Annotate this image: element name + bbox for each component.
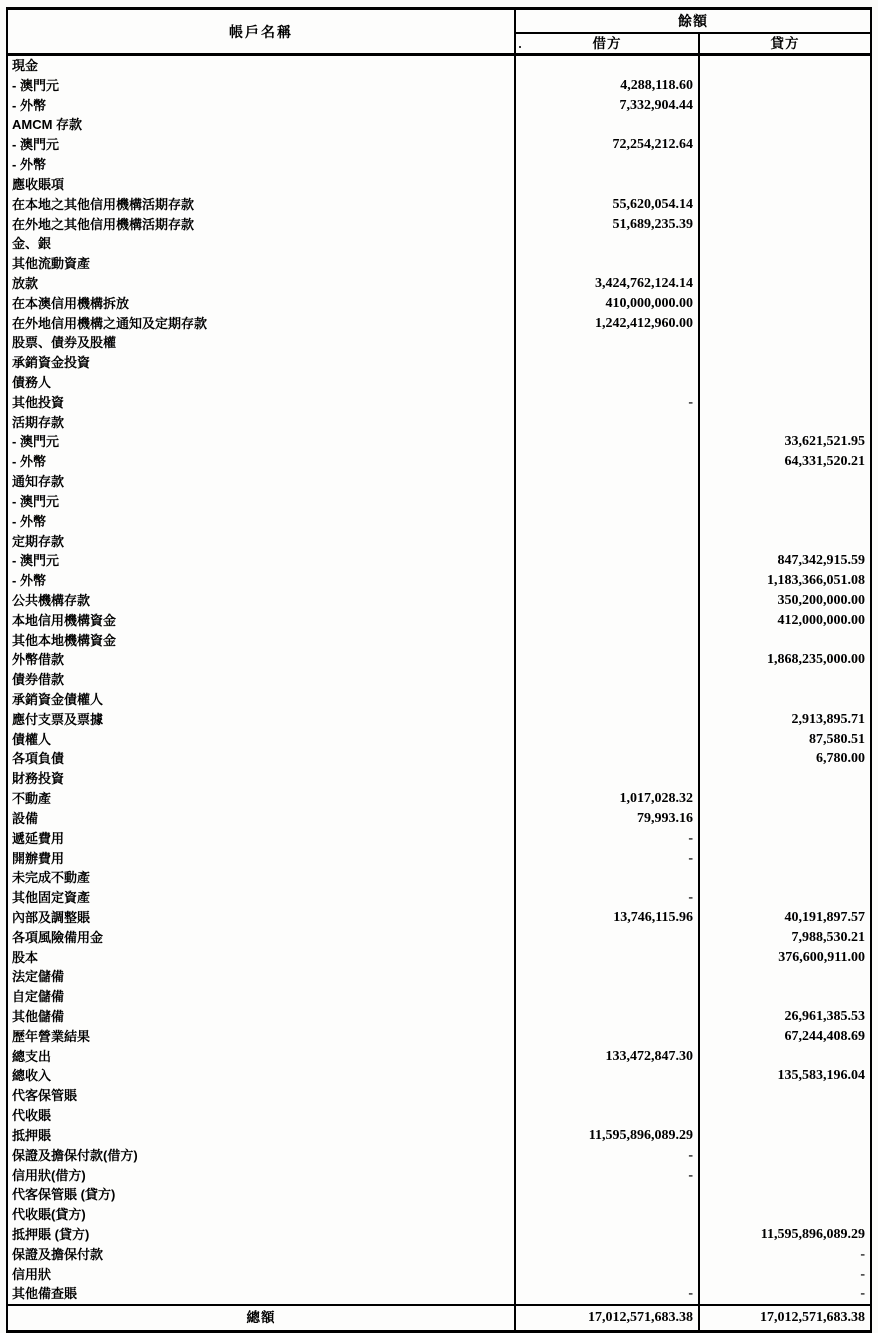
account-name-cell: 債務人 — [8, 373, 516, 393]
debit-value-cell: 1,017,028.32 — [516, 789, 700, 809]
credit-value-cell: 135,583,196.04 — [777, 1068, 865, 1084]
credit-value-cell: 376,600,911.00 — [778, 949, 865, 965]
table-row — [8, 413, 870, 433]
credit-value-cell — [700, 234, 870, 254]
debit-value-cell — [516, 928, 700, 948]
table-row — [8, 353, 870, 373]
credit-value-cell — [700, 1166, 870, 1186]
credit-value-cell — [700, 1185, 870, 1205]
account-name-cell: 總支出 — [8, 1047, 516, 1067]
credit-value-cell — [700, 373, 870, 393]
debit-value-cell — [516, 631, 700, 651]
debit-value-cell: 79,993.16 — [516, 809, 700, 829]
debit-value-cell — [516, 571, 700, 591]
debit-value-cell — [516, 1265, 700, 1285]
credit-value-cell: 40,191,897.57 — [784, 909, 865, 925]
debit-value-cell — [516, 1205, 700, 1225]
table-row — [8, 294, 870, 314]
table-row — [8, 432, 870, 452]
credit-value-cell — [700, 888, 870, 908]
table-row — [8, 175, 870, 195]
account-name-cell: 代客保管賬 — [8, 1086, 516, 1106]
account-name-cell: - 外幣 — [8, 512, 516, 532]
debit-value-cell — [516, 472, 700, 492]
credit-value-cell — [700, 809, 870, 829]
table-row — [8, 690, 870, 710]
credit-value-cell — [700, 1205, 870, 1225]
table-row — [8, 1225, 870, 1245]
account-name-cell: 各項風險備用金 — [8, 928, 516, 948]
col-header-credit: 貸方 — [770, 36, 800, 51]
table-row — [8, 1007, 870, 1027]
credit-value-cell: 7,988,530.21 — [791, 929, 865, 945]
table-row — [8, 1126, 870, 1146]
account-name-cell: 應付支票及票據 — [8, 710, 516, 730]
table-row — [8, 1284, 870, 1304]
table-row — [8, 908, 870, 928]
credit-value-cell — [700, 849, 870, 869]
debit-value-cell — [516, 670, 700, 690]
credit-value-cell — [700, 76, 870, 96]
col-header-debit: 借方 — [516, 34, 700, 53]
table-row — [8, 730, 870, 750]
credit-value-cell — [700, 254, 870, 274]
table-row — [8, 1166, 870, 1186]
account-name-cell: 信用狀(借方) — [8, 1166, 516, 1186]
debit-value-cell — [516, 1066, 700, 1086]
account-name-cell: 未完成不動產 — [8, 868, 516, 888]
account-name-cell: 外幣借款 — [8, 650, 516, 670]
credit-value-cell — [700, 769, 870, 789]
debit-value-cell: 11,595,896,089.29 — [516, 1126, 700, 1146]
debit-value-cell — [516, 987, 700, 1007]
debit-value-cell: 72,254,212.64 — [516, 135, 700, 155]
credit-value-cell — [700, 1126, 870, 1146]
account-name-cell: 股本 — [8, 948, 516, 968]
debit-value-cell: 3,424,762,124.14 — [516, 274, 700, 294]
balance-header-group — [516, 10, 870, 53]
account-name-cell: 總收入 — [8, 1066, 516, 1086]
account-name-cell: 代客保管賬 (貸方) — [8, 1185, 516, 1205]
credit-value-cell: 847,342,915.59 — [777, 553, 865, 569]
debit-value-cell: - — [516, 829, 700, 849]
table-row — [8, 948, 870, 968]
account-name-cell: 內部及調整賬 — [8, 908, 516, 928]
table-row — [8, 967, 870, 987]
debit-value-cell — [516, 1225, 700, 1245]
debit-value-cell: 4,288,118.60 — [516, 76, 700, 96]
debit-value-cell — [516, 611, 700, 631]
debit-value-cell — [516, 1086, 700, 1106]
debit-value-cell — [516, 254, 700, 274]
credit-value-cell — [700, 789, 870, 809]
debit-value-cell — [516, 1007, 700, 1027]
account-name-cell: - 澳門元 — [8, 492, 516, 512]
account-name-cell: 債券借款 — [8, 670, 516, 690]
debit-value-cell — [516, 1245, 700, 1265]
table-row — [8, 1245, 870, 1265]
credit-value-cell — [700, 195, 870, 215]
table-row — [8, 631, 870, 651]
table-row — [8, 650, 870, 670]
table-header — [8, 10, 870, 56]
table-row — [8, 195, 870, 215]
debit-value-cell — [516, 155, 700, 175]
debit-value-cell — [516, 967, 700, 987]
debit-value-cell — [516, 551, 700, 571]
table-row — [8, 1066, 870, 1086]
table-row — [8, 1027, 870, 1047]
debit-value-cell — [516, 1185, 700, 1205]
debit-value-cell — [516, 452, 700, 472]
debit-value-cell — [516, 749, 700, 769]
credit-value-cell: 33,621,521.95 — [784, 434, 865, 450]
account-name-cell: 其他本地機構資金 — [8, 631, 516, 651]
account-name-cell: 抵押賬 (貸方) — [8, 1225, 516, 1245]
table-body — [8, 56, 870, 1304]
credit-value-cell — [700, 155, 870, 175]
table-row — [8, 452, 870, 472]
debit-value-cell: - — [516, 1146, 700, 1166]
account-name-cell: 放款 — [8, 274, 516, 294]
table-row — [8, 987, 870, 1007]
debit-value-cell: 410,000,000.00 — [516, 294, 700, 314]
debit-value-cell — [516, 333, 700, 353]
credit-value-cell — [700, 314, 870, 334]
table-row — [8, 135, 870, 155]
account-name-cell: 遞延費用 — [8, 829, 516, 849]
credit-value-cell — [700, 472, 870, 492]
debit-value-cell — [516, 56, 700, 76]
table-row — [8, 1185, 870, 1205]
credit-value-cell — [700, 868, 870, 888]
account-name-cell: AMCM 存款 — [8, 115, 516, 135]
credit-value-cell — [700, 96, 870, 116]
account-name-cell: 本地信用機構資金 — [8, 611, 516, 631]
credit-value-cell — [700, 56, 870, 76]
credit-value-cell: - — [860, 1266, 865, 1282]
debit-value-cell — [516, 769, 700, 789]
account-name-cell: 在外地之其他信用機構活期存款 — [8, 215, 516, 235]
credit-value-cell — [700, 115, 870, 135]
table-row — [8, 333, 870, 353]
table-row — [8, 56, 870, 76]
credit-value-cell: 1,868,235,000.00 — [767, 652, 865, 668]
table-row — [8, 1265, 870, 1285]
debit-value-cell: - — [516, 1284, 700, 1304]
table-row — [8, 492, 870, 512]
account-name-cell: - 外幣 — [8, 571, 516, 591]
credit-value-cell — [700, 631, 870, 651]
total-label: 總額 — [8, 1306, 516, 1330]
table-row — [8, 670, 870, 690]
account-name-cell: 在本地之其他信用機構活期存款 — [8, 195, 516, 215]
debit-value-cell: - — [516, 888, 700, 908]
table-row — [8, 115, 870, 135]
account-name-cell: 歷年營業結果 — [8, 1027, 516, 1047]
table-row — [8, 234, 870, 254]
debit-value-cell: 7,332,904.44 — [516, 96, 700, 116]
credit-value-cell: 67,244,408.69 — [784, 1028, 865, 1044]
table-row — [8, 809, 870, 829]
total-row — [8, 1304, 870, 1330]
account-name-cell: - 澳門元 — [8, 135, 516, 155]
col-header-balance: 餘額 — [516, 10, 870, 34]
account-name-cell: 在外地信用機構之通知及定期存款 — [8, 314, 516, 334]
account-name-cell: 不動產 — [8, 789, 516, 809]
table-row — [8, 769, 870, 789]
table-row — [8, 1047, 870, 1067]
debit-value-cell — [516, 650, 700, 670]
debit-value-cell — [516, 115, 700, 135]
debit-value-cell — [516, 175, 700, 195]
table-row — [8, 611, 870, 631]
credit-value-cell: 412,000,000.00 — [777, 612, 865, 628]
table-row — [8, 1086, 870, 1106]
debit-value-cell: 13,746,115.96 — [516, 908, 700, 928]
debit-value-cell — [516, 591, 700, 611]
table-row — [8, 393, 870, 413]
debit-value-cell — [516, 492, 700, 512]
table-row — [8, 76, 870, 96]
debit-value-cell — [516, 868, 700, 888]
credit-value-cell: 11,595,896,089.29 — [760, 1226, 865, 1242]
account-name-cell: 代收賬(貸方) — [8, 1205, 516, 1225]
account-name-cell: 保證及擔保付款(借方) — [8, 1146, 516, 1166]
balance-table — [6, 7, 872, 1333]
credit-value-cell — [700, 393, 870, 413]
table-row — [8, 155, 870, 175]
account-name-cell: - 外幣 — [8, 452, 516, 472]
debit-value-cell — [516, 532, 700, 552]
credit-value-cell — [700, 492, 870, 512]
total-credit-value: 17,012,571,683.38 — [760, 1310, 865, 1326]
account-name-cell: 自定儲備 — [8, 987, 516, 1007]
debit-value-cell: 133,472,847.30 — [516, 1047, 700, 1067]
account-name-cell: - 澳門元 — [8, 76, 516, 96]
table-row — [8, 928, 870, 948]
table-row — [8, 254, 870, 274]
table-row — [8, 789, 870, 809]
debit-value-cell — [516, 234, 700, 254]
credit-value-cell — [700, 175, 870, 195]
credit-value-cell: 64,331,520.21 — [784, 454, 865, 470]
table-row — [8, 1146, 870, 1166]
credit-value-cell: 6,780.00 — [816, 751, 865, 767]
table-row — [8, 749, 870, 769]
credit-value-cell — [700, 135, 870, 155]
credit-value-cell — [700, 1106, 870, 1126]
debit-value-cell: 55,620,054.14 — [516, 195, 700, 215]
account-name-cell: 財務投資 — [8, 769, 516, 789]
account-name-cell: 公共機構存款 — [8, 591, 516, 611]
account-name-cell: 保證及擔保付款 — [8, 1245, 516, 1265]
debit-value-cell: - — [516, 1166, 700, 1186]
account-name-cell: 設備 — [8, 809, 516, 829]
credit-value-cell — [700, 353, 870, 373]
debit-value-cell — [516, 373, 700, 393]
debit-value-cell — [516, 1027, 700, 1047]
debit-value-cell: 1,242,412,960.00 — [516, 314, 700, 334]
debit-value-cell: 51,689,235.39 — [516, 215, 700, 235]
table-row — [8, 710, 870, 730]
account-name-cell: - 澳門元 — [8, 551, 516, 571]
table-row — [8, 274, 870, 294]
credit-value-cell — [700, 1146, 870, 1166]
table-row — [8, 215, 870, 235]
credit-value-cell: 2,913,895.71 — [791, 711, 865, 727]
credit-value-cell — [700, 670, 870, 690]
debit-value-cell — [516, 353, 700, 373]
account-name-cell: 法定儲備 — [8, 967, 516, 987]
table-row — [8, 849, 870, 869]
table-row — [8, 373, 870, 393]
credit-value-cell — [700, 512, 870, 532]
account-name-cell: 代收賬 — [8, 1106, 516, 1126]
table-row — [8, 532, 870, 552]
table-row — [8, 829, 870, 849]
credit-value-cell: 1,183,366,051.08 — [767, 573, 865, 589]
table-row — [8, 571, 870, 591]
account-name-cell: 定期存款 — [8, 532, 516, 552]
debit-value-cell — [516, 512, 700, 532]
credit-value-cell: 350,200,000.00 — [777, 592, 865, 608]
credit-value-cell — [700, 1047, 870, 1067]
account-name-cell: 開辦費用 — [8, 849, 516, 869]
credit-value-cell — [700, 987, 870, 1007]
credit-value-cell — [700, 413, 870, 433]
table-row — [8, 868, 870, 888]
debit-value-cell — [516, 1106, 700, 1126]
account-name-cell: 抵押賬 — [8, 1126, 516, 1146]
table-row — [8, 591, 870, 611]
account-name-cell: 在本澳信用機構拆放 — [8, 294, 516, 314]
debit-value-cell — [516, 730, 700, 750]
debit-value-cell — [516, 948, 700, 968]
table-row — [8, 96, 870, 116]
credit-value-cell: 26,961,385.53 — [784, 1009, 865, 1024]
account-name-cell: - 澳門元 — [8, 432, 516, 452]
credit-value-cell — [700, 294, 870, 314]
account-name-cell: 其他儲備 — [8, 1007, 516, 1027]
account-name-cell: - 外幣 — [8, 96, 516, 116]
account-name-cell: - 外幣 — [8, 155, 516, 175]
account-name-cell: 活期存款 — [8, 413, 516, 433]
table-row — [8, 888, 870, 908]
table-row — [8, 314, 870, 334]
credit-value-cell — [700, 215, 870, 235]
account-name-cell: 金、銀 — [8, 234, 516, 254]
account-name-cell: 其他備查賬 — [8, 1284, 516, 1304]
account-name-cell: 現金 — [8, 56, 516, 76]
debit-value-cell: - — [516, 849, 700, 869]
credit-value-cell — [700, 829, 870, 849]
total-debit-value: 17,012,571,683.38 — [516, 1306, 700, 1330]
table-row — [8, 1205, 870, 1225]
account-name-cell: 其他流動資產 — [8, 254, 516, 274]
account-name-cell: 其他固定資產 — [8, 888, 516, 908]
credit-value-cell — [700, 1086, 870, 1106]
credit-value-cell — [700, 967, 870, 987]
account-name-cell: 應收賬項 — [8, 175, 516, 195]
credit-value-cell: - — [860, 1246, 865, 1262]
credit-value-cell: - — [860, 1286, 865, 1302]
account-name-cell: 其他投資 — [8, 393, 516, 413]
debit-value-cell — [516, 690, 700, 710]
debit-value-cell — [516, 432, 700, 452]
col-header-account-name: 帳戶名稱 — [8, 10, 516, 53]
table-row — [8, 1106, 870, 1126]
table-row — [8, 512, 870, 532]
debit-value-cell — [516, 413, 700, 433]
credit-value-cell — [700, 333, 870, 353]
account-name-cell: 承銷資金債權人 — [8, 690, 516, 710]
debit-value-cell — [516, 710, 700, 730]
credit-value-cell — [700, 690, 870, 710]
account-name-cell: 股票、債券及股權 — [8, 333, 516, 353]
account-name-cell: 債權人 — [8, 730, 516, 750]
credit-value-cell — [700, 274, 870, 294]
credit-value-cell: 87,580.51 — [809, 731, 865, 747]
credit-value-cell — [700, 532, 870, 552]
table-row — [8, 472, 870, 492]
account-name-cell: 信用狀 — [8, 1265, 516, 1285]
debit-value-cell: - — [516, 393, 700, 413]
account-name-cell: 承銷資金投資 — [8, 353, 516, 373]
table-row — [8, 551, 870, 571]
account-name-cell: 各項負債 — [8, 749, 516, 769]
account-name-cell: 通知存款 — [8, 472, 516, 492]
